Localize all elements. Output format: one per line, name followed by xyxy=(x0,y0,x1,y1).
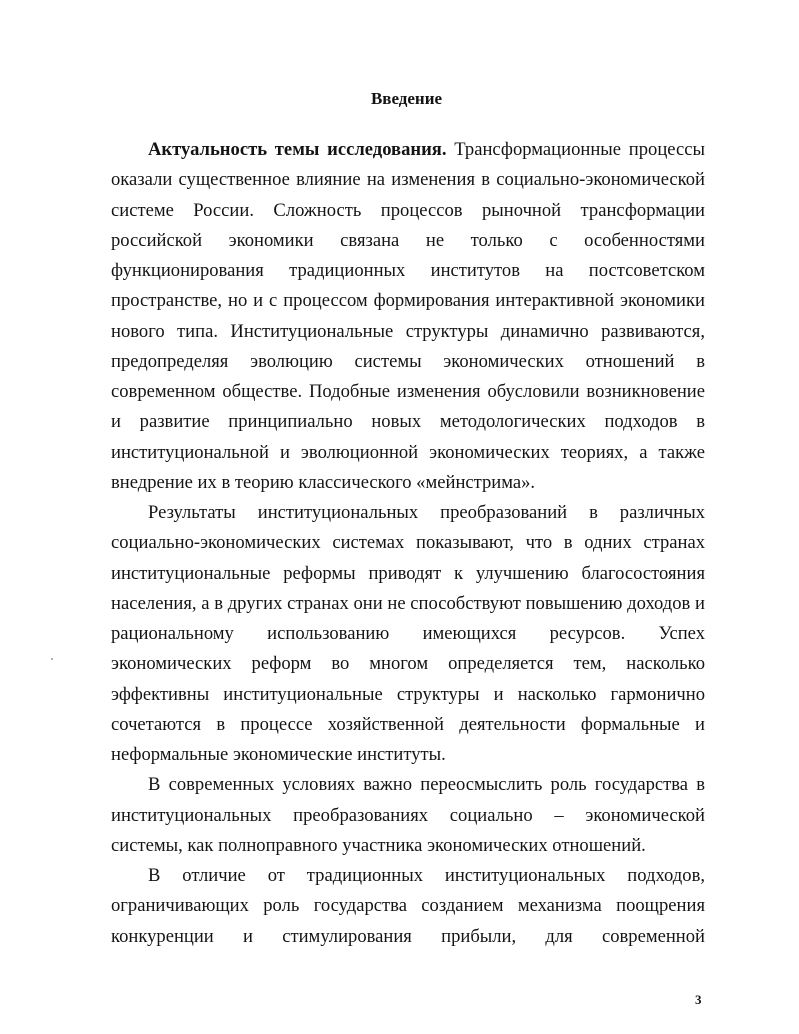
paragraph-relevance xyxy=(111,135,705,498)
paragraph-results: Результаты институциональных преобразований в различных социально-экономических системах показывают, что в одних странах институциональные реформы приводят к улучшению благосостояния населения, а в других странах они не способствуют повышению доходов и рациональному использованию имеющихся ресурсов. Успех экономических реформ во многом определяется тем, насколько эффективны институциональные структуры и насколько гармонично сочетаются в процессе хозяйственной деятельности формальные и неформальные экономические институты. xyxy=(111,502,705,765)
page-number: 3 xyxy=(695,992,702,1007)
page-title: Введение xyxy=(370,89,443,108)
paragraph-state-role: В современных условиях важно переосмыслить роль государства в институциональных преобразованиях социально – экономической системы, как полноправного участника экономических отношений. xyxy=(111,774,705,856)
body-text xyxy=(111,135,705,952)
paragraph-lead: Актуальность темы исследования. xyxy=(148,139,447,160)
paragraph-text: Трансформационные процессы оказали существенное влияние на изменения в социально-экономической системе России. Сложность процессов рыночной трансформации российской экономики связана не только с особенностями функционирования традиционных институтов на постсоветском пространстве, но и с процессом формирования интерактивной экономики нового типа. Институциональные структуры динамично развиваются, предопределяя эволюцию системы экономических отношений в современном обществе. Подобные изменения обусловили возникновение и развитие принципиально новых методологических подходов в институциональной и эволюционной экономических теориях, а также внедрение их в теорию классического «мейнстрима». xyxy=(111,139,705,493)
scan-speck xyxy=(51,658,53,660)
paragraph-unlike: В отличие от традиционных институциональных подходов, ограничивающих роль государства созданием механизма поощрения конкуренции и стимулирования прибыли, для современной xyxy=(111,865,705,947)
